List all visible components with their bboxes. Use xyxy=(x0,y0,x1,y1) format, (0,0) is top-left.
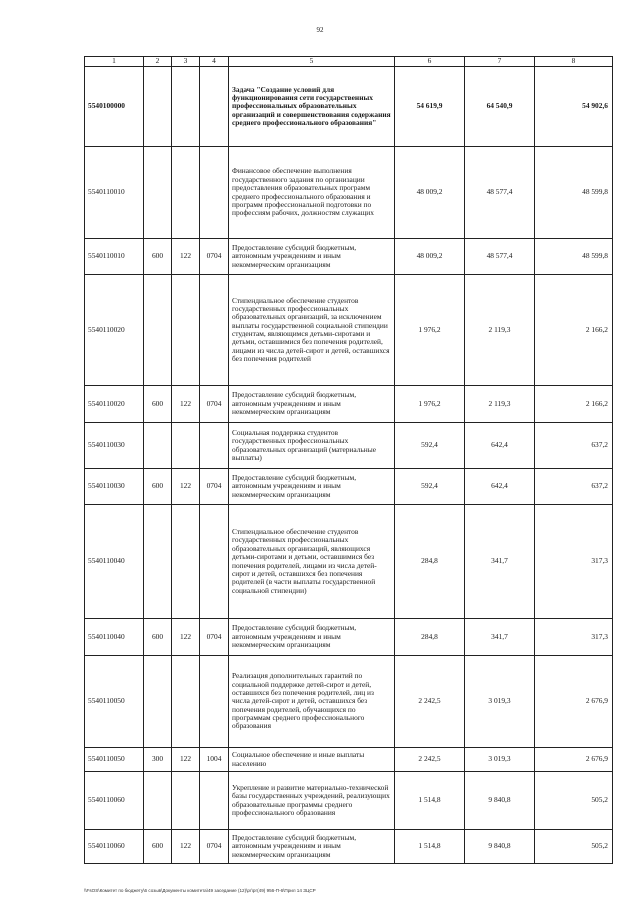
row-description: Стипендиальное обеспечение студентов государственных профессиональных образовательных организаций, за исключением выплаты государственной социальной стипендии студентам, являющимся детьми-сиротами и детьми, оставшимися без попечения родителей, лицами из числа детей-сирот и детей, оставшихся без попечения родителей xyxy=(229,275,395,386)
row-section xyxy=(200,772,229,830)
row-expense-type xyxy=(144,772,172,830)
table-row xyxy=(85,772,613,830)
row-section xyxy=(200,505,229,619)
row-description: Предоставление субсидий бюджетным, автономным учреждениям и иным некоммерческим организациям xyxy=(229,619,395,656)
row-department: 122 xyxy=(172,830,200,864)
row-value-col8: 48 599,8 xyxy=(535,147,613,239)
row-value-col7: 2 119,3 xyxy=(465,386,535,423)
table-row xyxy=(85,147,613,239)
row-value-col8: 2 166,2 xyxy=(535,386,613,423)
row-section: 0704 xyxy=(200,619,229,656)
table-row xyxy=(85,275,613,386)
row-section xyxy=(200,275,229,386)
row-section xyxy=(200,147,229,239)
row-expense-type xyxy=(144,505,172,619)
row-department xyxy=(172,147,200,239)
column-header-4: 4 xyxy=(200,57,229,67)
row-value-col8: 637,2 xyxy=(535,423,613,469)
row-expense-type xyxy=(144,656,172,748)
row-expense-type xyxy=(144,147,172,239)
column-header-5: 5 xyxy=(229,57,395,67)
row-department: 122 xyxy=(172,469,200,505)
column-header-2: 2 xyxy=(144,57,172,67)
row-value-col6: 2 242,5 xyxy=(395,748,465,772)
row-section: 1004 xyxy=(200,748,229,772)
row-code: 5540110060 xyxy=(85,830,144,864)
table-row xyxy=(85,67,613,147)
table-row xyxy=(85,469,613,505)
row-expense-type xyxy=(144,423,172,469)
row-value-col8: 48 599,8 xyxy=(535,239,613,275)
row-section: 0704 xyxy=(200,239,229,275)
row-code: 5540110020 xyxy=(85,275,144,386)
row-value-col7: 9 840,8 xyxy=(465,830,535,864)
row-value-col6: 1 514,8 xyxy=(395,772,465,830)
column-header-3: 3 xyxy=(172,57,200,67)
row-value-col7: 48 577,4 xyxy=(465,239,535,275)
table-row xyxy=(85,505,613,619)
table-row xyxy=(85,619,613,656)
table-row xyxy=(85,748,613,772)
row-description: Финансовое обеспечение выполнения государственного задания по организации предоставления образовательных программ среднего профессионального образования и программ профессиональной подготовки по профессиям рабочих, должностям служащих xyxy=(229,147,395,239)
row-value-col6: 48 009,2 xyxy=(395,147,465,239)
row-department: 122 xyxy=(172,619,200,656)
row-value-col6: 54 619,9 xyxy=(395,67,465,147)
row-description: Укрепление и развитие материально-технической базы государственных учреждений, реализующих образовательные программы среднего профессионального образования xyxy=(229,772,395,830)
row-description: Задача "Создание условий для функционирования сети государственных профессиональных образовательных организаций и совершенствования содержания среднего профессионального образования" xyxy=(229,67,395,147)
row-section xyxy=(200,67,229,147)
row-description: Социальная поддержка студентов государственных профессиональных образовательных организаций (материальные выплаты) xyxy=(229,423,395,469)
row-code: 5540110050 xyxy=(85,748,144,772)
row-value-col8: 2 166,2 xyxy=(535,275,613,386)
row-department xyxy=(172,772,200,830)
row-code: 5540100000 xyxy=(85,67,144,147)
row-value-col7: 642,4 xyxy=(465,423,535,469)
row-value-col6: 1 514,8 xyxy=(395,830,465,864)
row-value-col7: 9 840,8 xyxy=(465,772,535,830)
row-department xyxy=(172,275,200,386)
row-code: 5540110030 xyxy=(85,469,144,505)
row-value-col8: 2 676,9 xyxy=(535,656,613,748)
table-body xyxy=(85,67,613,864)
row-value-col7: 341,7 xyxy=(465,505,535,619)
row-expense-type: 600 xyxy=(144,619,172,656)
row-description: Предоставление субсидий бюджетным, автономным учреждениям и иным некоммерческим организациям xyxy=(229,386,395,423)
row-value-col6: 1 976,2 xyxy=(395,275,465,386)
header-row xyxy=(85,57,613,67)
row-code: 5540110060 xyxy=(85,772,144,830)
row-value-col7: 64 540,9 xyxy=(465,67,535,147)
row-description: Предоставление субсидий бюджетным, автономным учреждениям и иным некоммерческим организациям xyxy=(229,239,395,275)
row-expense-type xyxy=(144,67,172,147)
table-row xyxy=(85,239,613,275)
row-section xyxy=(200,423,229,469)
row-value-col8: 317,3 xyxy=(535,619,613,656)
file-path-footer: \\FsOS\Комитет по бюджету\6 созыв\Документы комитета\49 заседание (12)\рг\рг(49) 956-П-6\Прил 14 ЗЦСР xyxy=(84,888,316,893)
row-code: 5540110040 xyxy=(85,505,144,619)
row-value-col8: 317,3 xyxy=(535,505,613,619)
row-expense-type: 300 xyxy=(144,748,172,772)
row-value-col8: 505,2 xyxy=(535,772,613,830)
table-row xyxy=(85,386,613,423)
row-section: 0704 xyxy=(200,469,229,505)
row-value-col6: 48 009,2 xyxy=(395,239,465,275)
row-department xyxy=(172,423,200,469)
page-number: 92 xyxy=(316,26,324,34)
budget-table xyxy=(84,56,613,864)
row-department: 122 xyxy=(172,386,200,423)
row-value-col6: 1 976,2 xyxy=(395,386,465,423)
column-header-1: 1 xyxy=(85,57,144,67)
row-department: 122 xyxy=(172,239,200,275)
row-value-col8: 637,2 xyxy=(535,469,613,505)
row-department: 122 xyxy=(172,748,200,772)
row-value-col8: 505,2 xyxy=(535,830,613,864)
row-value-col6: 592,4 xyxy=(395,423,465,469)
row-value-col8: 2 676,9 xyxy=(535,748,613,772)
row-expense-type xyxy=(144,275,172,386)
row-value-col7: 3 019,3 xyxy=(465,748,535,772)
row-expense-type: 600 xyxy=(144,386,172,423)
row-department xyxy=(172,656,200,748)
row-section: 0704 xyxy=(200,830,229,864)
row-description: Реализация дополнительных гарантий по социальной поддержке детей-сирот и детей, оставшихся без попечения родителей, лиц из числа детей-сирот и детей, оставшихся без попечения родителей, обучающихся по программам среднего профессионального образования xyxy=(229,656,395,748)
row-section xyxy=(200,656,229,748)
row-code: 5540110050 xyxy=(85,656,144,748)
row-value-col6: 284,8 xyxy=(395,505,465,619)
row-value-col8: 54 902,6 xyxy=(535,67,613,147)
row-code: 5540110030 xyxy=(85,423,144,469)
row-description: Предоставление субсидий бюджетным, автономным учреждениям и иным некоммерческим организациям xyxy=(229,830,395,864)
row-department xyxy=(172,505,200,619)
column-header-7: 7 xyxy=(465,57,535,67)
table-row xyxy=(85,830,613,864)
row-value-col6: 2 242,5 xyxy=(395,656,465,748)
row-value-col6: 284,8 xyxy=(395,619,465,656)
row-value-col7: 3 019,3 xyxy=(465,656,535,748)
row-expense-type: 600 xyxy=(144,469,172,505)
row-value-col6: 592,4 xyxy=(395,469,465,505)
row-code: 5540110020 xyxy=(85,386,144,423)
row-value-col7: 2 119,3 xyxy=(465,275,535,386)
row-code: 5540110040 xyxy=(85,619,144,656)
row-department xyxy=(172,67,200,147)
row-description: Стипендиальное обеспечение студентов государственных профессиональных образовательных организаций, являющихся детьми-сиротами и детьми, оставшимися без попечения родителей, лицами из числа детей-сирот и детей, оставшихся без попечения родителей (в части выплаты государственной социальной стипендии) xyxy=(229,505,395,619)
column-header-6: 6 xyxy=(395,57,465,67)
row-code: 5540110010 xyxy=(85,147,144,239)
table-row xyxy=(85,423,613,469)
row-expense-type: 600 xyxy=(144,239,172,275)
row-value-col7: 341,7 xyxy=(465,619,535,656)
row-section: 0704 xyxy=(200,386,229,423)
row-description: Предоставление субсидий бюджетным, автономным учреждениям и иным некоммерческим организациям xyxy=(229,469,395,505)
row-value-col7: 642,4 xyxy=(465,469,535,505)
table-row xyxy=(85,656,613,748)
row-description: Социальное обеспечение и иные выплаты населению xyxy=(229,748,395,772)
row-value-col7: 48 577,4 xyxy=(465,147,535,239)
row-code: 5540110010 xyxy=(85,239,144,275)
column-header-8: 8 xyxy=(535,57,613,67)
row-expense-type: 600 xyxy=(144,830,172,864)
